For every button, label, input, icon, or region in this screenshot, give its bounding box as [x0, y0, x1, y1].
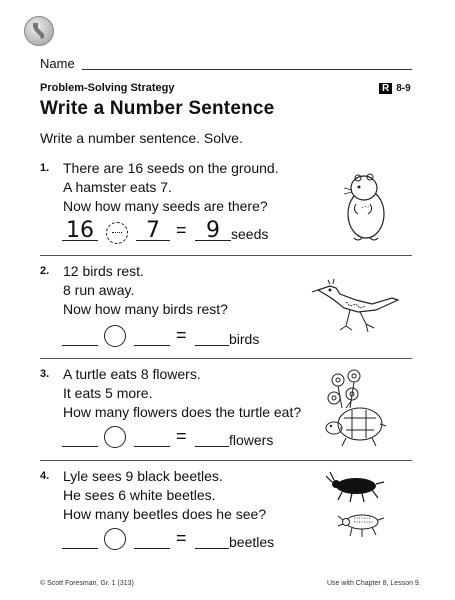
problem-line: A turtle eats 8 flowers.: [63, 366, 201, 382]
divider: [40, 460, 412, 461]
roadrunner-illustration: [310, 278, 400, 336]
divider: [40, 358, 412, 359]
operator-circle[interactable]: [104, 426, 126, 448]
answer-blank-result[interactable]: [195, 530, 229, 549]
problem-line: It eats 5 more.: [63, 385, 153, 401]
copyright-footer: © Scott Foresman, Gr. 1 (313): [40, 580, 134, 587]
problem-line: How many beetles does he see?: [63, 506, 267, 522]
answer-unit: flowers: [229, 432, 274, 448]
problem-number: 1.: [40, 162, 50, 174]
answer-blank-second[interactable]: [134, 530, 170, 549]
state-logo: [24, 16, 54, 46]
equals-sign: =: [176, 325, 187, 345]
problem-line: Now how many birds rest?: [63, 301, 228, 317]
name-field-line[interactable]: [82, 69, 412, 70]
lesson-badge: [379, 83, 411, 94]
answer-blank-first[interactable]: 16: [62, 222, 98, 241]
hamster-illustration: [338, 168, 394, 246]
turtle-flowers-illustration: [322, 368, 390, 450]
answer-blank-first[interactable]: [62, 530, 98, 549]
answer-unit: beetles: [229, 534, 275, 550]
answer-blank-result[interactable]: 9: [195, 222, 231, 241]
answer-blank-second[interactable]: [134, 327, 170, 346]
answer-blank-result[interactable]: [195, 428, 229, 447]
problem-line: A hamster eats 7.: [63, 179, 172, 195]
problem-line: He sees 6 white beetles.: [63, 487, 216, 503]
problem-line: Now how many seeds are there?: [63, 198, 268, 214]
beetles-illustration: [326, 470, 390, 540]
answer-blank-second[interactable]: [134, 428, 170, 447]
problem-number: 2.: [40, 265, 50, 277]
california-icon: [31, 22, 47, 40]
strategy-label: Problem-Solving Strategy: [40, 82, 175, 94]
problem-line: How many flowers does the turtle eat?: [63, 404, 302, 420]
badge-code: 8-9: [396, 83, 411, 94]
badge-letter: R: [379, 83, 392, 94]
name-label: Name: [40, 56, 75, 71]
divider: [40, 255, 412, 256]
problem-number: 4.: [40, 470, 50, 482]
operator-circle[interactable]: [106, 222, 128, 244]
operator-circle[interactable]: [104, 325, 126, 347]
instructions: Write a number sentence. Solve.: [40, 130, 243, 146]
equals-sign: =: [176, 528, 187, 548]
answer-blank-second[interactable]: 7: [136, 222, 170, 241]
problem-number: 3.: [40, 368, 50, 380]
equals-sign: =: [176, 426, 187, 446]
lesson-footer: Use with Chapter 8, Lesson 9.: [327, 580, 421, 587]
answer-unit: birds: [229, 331, 260, 347]
answer-blank-first[interactable]: [62, 327, 98, 346]
problem-line: 8 run away.: [63, 282, 135, 298]
problem-line: Lyle sees 9 black beetles.: [63, 468, 223, 484]
equals-sign: =: [176, 220, 187, 240]
answer-blank-first[interactable]: [62, 428, 98, 447]
problem-line: There are 16 seeds on the ground.: [63, 160, 279, 176]
problem-line: 12 birds rest.: [63, 263, 144, 279]
page-title: Write a Number Sentence: [40, 98, 275, 119]
operator-circle[interactable]: [104, 528, 126, 550]
answer-unit: seeds: [231, 226, 269, 242]
answer-blank-result[interactable]: [195, 327, 229, 346]
